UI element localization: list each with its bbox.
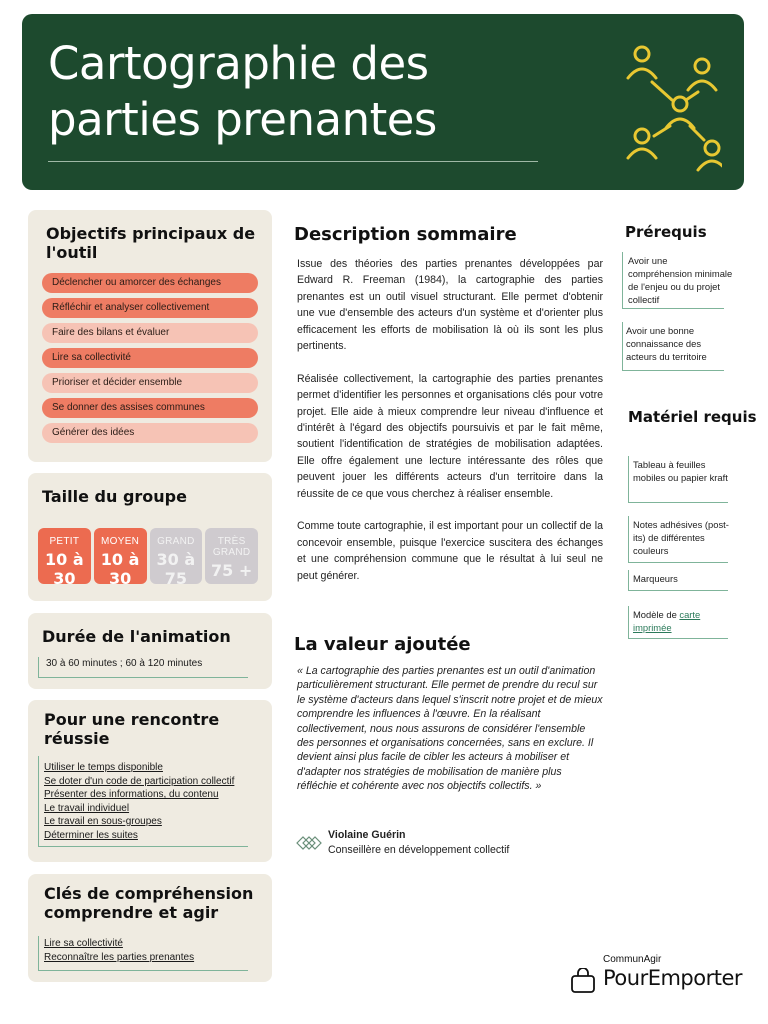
materiel-bracket <box>628 516 629 562</box>
group-size-1 <box>94 528 147 588</box>
materiel-item: Tableau à feuilles mobiles ou papier kraft <box>633 459 728 483</box>
cles-link[interactable]: Lire sa collectivité <box>44 938 123 949</box>
description-paragraph: Réalisée collectivement, la cartographie des parties prenantes permet d'identifier les personnes et organisations clés pour votre projet. Elle aide à mieux comprendre leur niveau d'influence et d'intérêt à l'égard des objectifs poursuivis et par le fait même, soutient l'identification de stratégies de mobilisation adaptées. Elle offre également une lecture intéressante des rôles que peuvent jouer les différents acteurs d'un territoire dans la réussite de ce que vous cherchez à réaliser ensemble. <box>297 372 603 500</box>
materiel-item: Notes adhésives (post-its) de différentes couleurs <box>633 519 729 556</box>
prerequis-bracket <box>622 252 623 308</box>
prerequis-divider <box>622 308 724 309</box>
duree-underline <box>38 677 248 678</box>
materiel-bracket <box>628 570 629 590</box>
author-role: Conseillère en développement collectif <box>328 844 510 856</box>
objectif-pill: Faire des bilans et évaluer <box>42 323 258 343</box>
group-size-range: 10 à 30 <box>100 550 140 588</box>
cles-title: Clés de compréhension comprendre et agir <box>44 884 254 922</box>
objectif-pill: Se donner des assises communes <box>42 398 258 418</box>
prerequis-item: Avoir une compréhension minimale de l'enjeu ou du projet collectif <box>628 255 733 305</box>
rencontre-underline <box>38 846 248 847</box>
group-size-2 <box>150 528 203 588</box>
materiel-divider <box>628 590 728 591</box>
rencontre-card <box>28 700 272 862</box>
objectif-pill: Lire sa collectivité <box>42 348 258 368</box>
materiel-divider <box>628 638 728 639</box>
rencontre-links <box>44 761 256 842</box>
group-size-label: MOYEN <box>101 536 140 547</box>
prerequis-bracket <box>622 322 623 370</box>
rencontre-bracket-left <box>38 756 39 846</box>
prerequis-item: Avoir une bonne connaissance des acteurs du territoire <box>626 325 707 362</box>
materiel-prefix: Modèle de <box>633 609 680 620</box>
group-size-options <box>38 528 258 588</box>
objectif-pill: Générer des idées <box>42 423 258 443</box>
group-size-range: 10 à 30 <box>45 550 84 588</box>
rencontre-link[interactable]: Présenter des informations, du contenu <box>44 789 219 800</box>
duree-bracket-left <box>38 657 39 677</box>
cles-bracket-left <box>38 936 39 970</box>
cles-underline <box>38 970 248 971</box>
brand-small: CommunAgir <box>603 954 662 965</box>
materiel-title: Matériel requis <box>628 408 757 426</box>
group-size-label: TRÈS GRAND <box>212 536 251 558</box>
materiel-divider <box>628 562 728 563</box>
header-banner <box>22 14 744 190</box>
page-title <box>48 36 437 148</box>
objectif-pill: Prioriser et décider ensemble <box>42 373 258 393</box>
materiel-item: Marqueurs <box>633 573 678 584</box>
rencontre-title: Pour une rencontre réussie <box>44 710 220 748</box>
description-paragraph: Comme toute cartographie, il est important pour un collectif de la concevoir ensemble, puisque l'exercice suscitera des échanges et une compréhension commune que le résultat à lui seul ne peut générer. <box>297 520 603 582</box>
materiel-bracket <box>628 456 629 502</box>
duree-text: 30 à 60 minutes ; 60 à 120 minutes <box>46 658 203 669</box>
header-divider <box>48 161 538 162</box>
rencontre-link[interactable]: Utiliser le temps disponible <box>44 762 163 773</box>
brand-logo: PourEmporter <box>603 966 743 990</box>
materiel-divider <box>628 502 728 503</box>
group-size-label: GRAND <box>157 536 195 547</box>
group-size-0 <box>38 528 91 588</box>
takeaway-bag-icon <box>570 968 596 994</box>
valeur-quote: « La cartographie des parties prenantes est un outil d'animation particulièrement structurant. Elle permet de prendre du recul sur le système d'acteurs dans lequel s'inscrit notre projet et de mieux comprendre les influences à l'œuvre. En la réalisant collectivement, nous nous assurons de considérer l'ensemble des personnes et organisations concernées, sans en exclure. Il devient ainsi plus facile de cibler les acteurs à mobiliser et d'adapter nos stratégies de mobilisation de manière plus réfléchie et cohérente avec nos objectifs collectifs. » <box>297 665 603 793</box>
title-line-2: parties prenantes <box>48 93 437 146</box>
description-body <box>297 256 603 600</box>
group-size-range: 30 à 75 <box>156 550 196 588</box>
author-logo-icon <box>296 834 322 852</box>
objectifs-card <box>28 210 272 462</box>
prerequis-divider <box>622 370 724 371</box>
rencontre-link[interactable]: Se doter d'un code de participation collectif <box>44 775 235 787</box>
description-paragraph: Issue des théories des parties prenantes développées par Edward R. Freeman (1984), la cartographie des parties prenantes est un outil visuel structurant. Elle permet d'obtenir une vue d'ensemble des acteurs d'un système et d'orienter plus efficacement les efforts de mobilisation là où ils sont les plus pertinents. <box>297 258 603 353</box>
prerequis-title: Prérequis <box>625 223 707 241</box>
rencontre-link[interactable]: Le travail individuel <box>44 802 130 814</box>
cles-links <box>44 937 256 964</box>
author-name: Violaine Guérin <box>328 829 406 841</box>
group-size-range: 75 + <box>211 561 253 580</box>
duree-title: Durée de l'animation <box>42 627 231 646</box>
materiel-item-template <box>633 608 733 634</box>
objectifs-title: Objectifs principaux de l'outil <box>46 224 256 262</box>
rencontre-link[interactable]: Le travail en sous-groupes <box>44 816 162 827</box>
cles-link[interactable]: Reconnaître les parties prenantes <box>44 951 195 963</box>
group-size-3 <box>205 528 258 584</box>
group-size-label: PETIT <box>49 536 80 547</box>
objectifs-list <box>42 273 258 443</box>
objectif-pill: Déclencher ou amorcer des échanges <box>42 273 258 293</box>
objectif-pill: Réfléchir et analyser collectivement <box>42 298 258 318</box>
taille-card <box>28 473 272 601</box>
description-title: Description sommaire <box>294 224 517 245</box>
taille-title: Taille du groupe <box>42 487 187 506</box>
carte-imprimee-link[interactable]: carte imprimée <box>633 609 701 633</box>
materiel-bracket <box>628 606 629 638</box>
cles-card <box>28 874 272 982</box>
title-line-1: Cartographie des <box>48 37 429 90</box>
valeur-title: La valeur ajoutée <box>294 634 471 655</box>
stakeholder-network-icon <box>602 44 722 174</box>
rencontre-link[interactable]: Déterminer les suites <box>44 829 138 841</box>
